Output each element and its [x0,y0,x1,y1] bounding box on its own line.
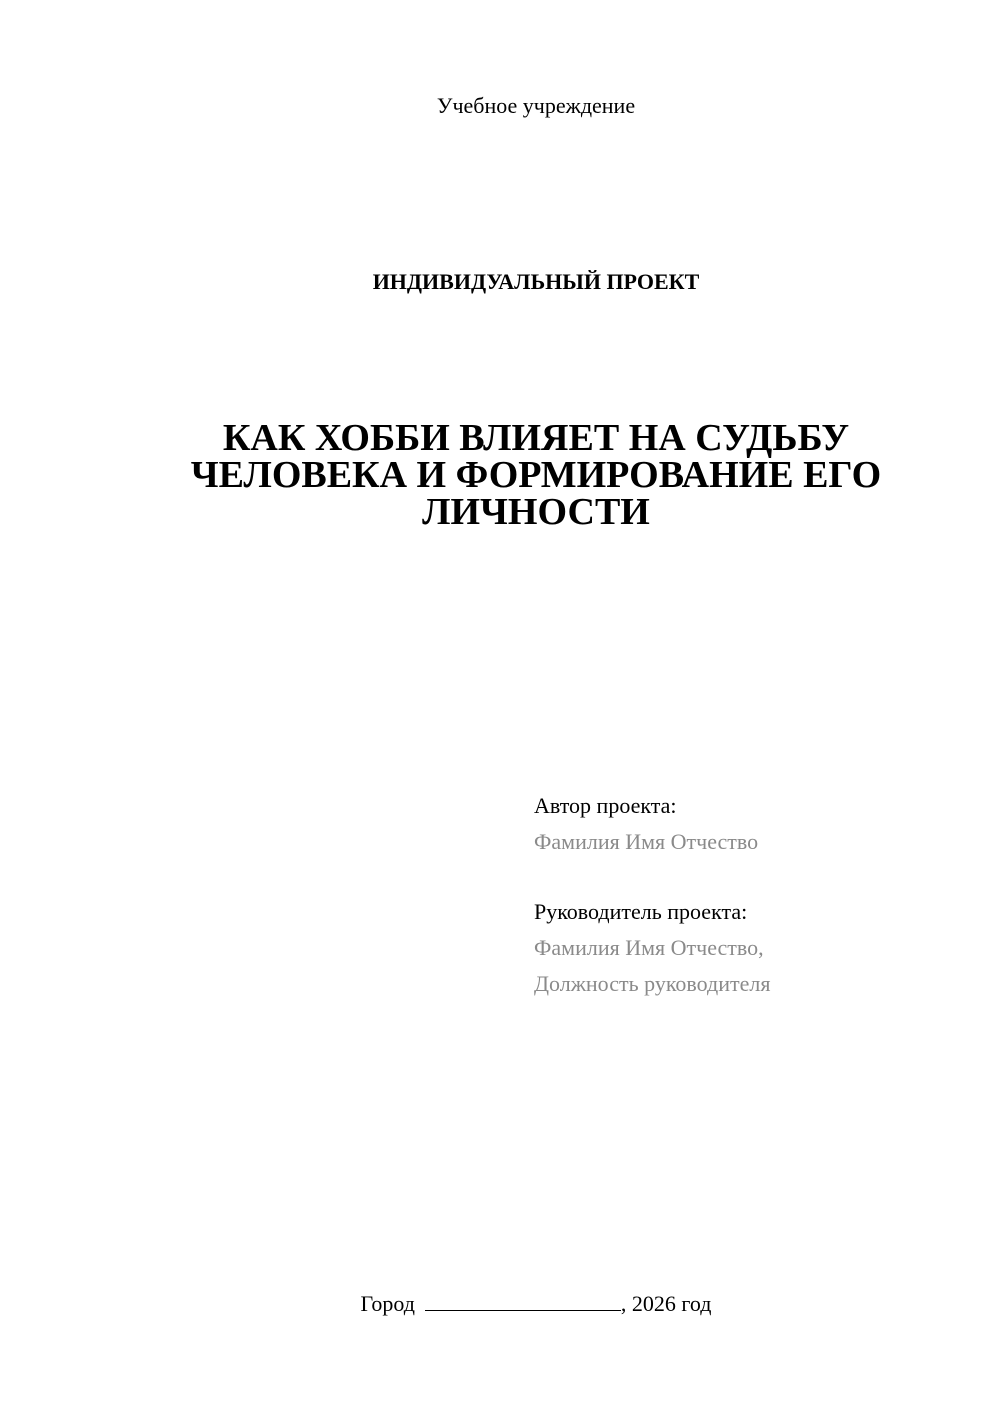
credits-block [534,788,974,1002]
author-name-placeholder: Фамилия Имя Отчество [534,829,759,854]
city-blank-underline [425,1290,621,1311]
credits-spacer [534,860,974,894]
year-text: , 2026 год [620,1291,712,1316]
project-title-line-1: КАК ХОББИ ВЛИЯЕТ НА СУДЬБУ [222,417,850,459]
city-label: Город [360,1291,415,1316]
document-type: ИНДИВИДУАЛЬНЫЙ ПРОЕКТ [372,269,700,294]
project-title-line-3: ЛИЧНОСТИ [422,491,650,533]
author-label: Автор проекта: [534,793,677,818]
supervisor-position-placeholder: Должность руководителя [534,971,771,996]
institution-name: Учебное учреждение [436,93,636,118]
project-title-line-2: ЧЕЛОВЕКА И ФОРМИРОВАНИЕ ЕГО [190,454,882,496]
supervisor-label: Руководитель проекта: [534,899,748,924]
supervisor-name-placeholder: Фамилия Имя Отчество, [534,935,764,960]
project-title [150,417,922,533]
city-year-line [0,1290,1000,1318]
